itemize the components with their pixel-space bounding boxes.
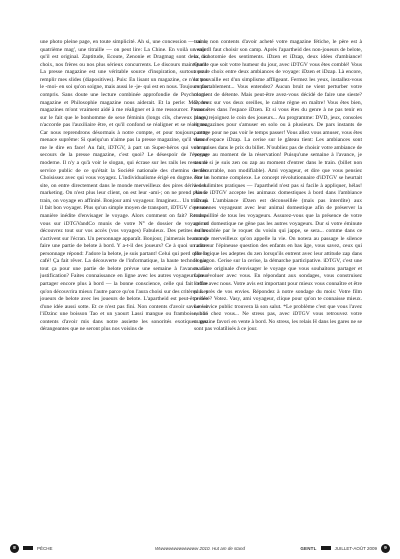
footer-right — [300, 544, 390, 553]
right-column-text: trains, non contents d'avoir acheté votre magazine fétiche, le père est à venir. Il faut choisir son camp. Après l'apartheid des non-joueurs de belote, la dichotomie des sentiments. iDzen et iDzap, deux idées d'ambiance! Quelle que soit votre humeur du jour, avec iDTGV vous êtes comblé! Vous avez le choix entre deux ambiances de voyage: iDzen et iDzap. Là encore, la trouvaille est d'un simplisme affligeant. Fermez les yeux, installez-vous confortablement... Vous entendez? Aucun bruit ne vient perturber votre moment de détente. Mais peut-être avez-vous décidé de faire une sieste? Dormez sur vos deux oreilles, le calme règne en maître! Vous êtes bien, vous êtes dans l'espace iDzen. Et si vous êtes du genre à ne pas tenir en place, rejoignez le coin des joueurs... Au programme: DVD, jeux, consoles et magazines pour s'amuser en solo ou à plusieurs. De pars instants de partage pour ne pas voir le temps passer! Vous allez vous amuser, vous êtes dans l'espace iDzap. La cerise sur le gâteau tient: Les ambiances sont comprises dans le prix du billet. N'oubliez pas de choisir votre ambiance de voyage au moment de la réservation! Puisqu'une semaine à l'avance, je saurai si je suis zen ou zap au moment d'entrer dans le train. (billet non rembourrable, non modifiable). Ami voyageur, et dire que vous pensiez être un homme complexe. Le concept révolutionnaire d'iDTGV se heurtait à des limites pratiques — l'apartheid n'est pas si facile à appliquer, hélas! Ainsi: iDTGV accepte les animaux domestiques à bord dans l'ambiance iDzap. L'ambiance iDzen est déconseillée (mais pas interdite) aux personnes voyageant avec leur animal domestique afin de préserver la tranquillité de tous les voyageurs. Assurez-vous que la présence de votre animal domestique ne gêne pas les autres voyageurs. Dur si votre éminute est troublée par le roquet du voisin qui jappe, se sera... comme dans ce monde merveilleux qu'on appelle la vie. On notera au passage le silence radio sur l'épineuse question des enfants en bas âge, vous savez, ceux qui par logique les adeptes du zen lorsqu'ils entrent avec leur attitude zap dans le wagon. Cerise sur la cerise, la démarche participative. iDTGV, c'est une manière originale d'envisager le voyage que vous souhaitons partager et faire évoluer avec vous. En répondant aux sondages, vous construisez l'offre avec nous. Votre avis est important pour mieux vous connaître et être plus près de vos envies. Répondez à notre sondage du mois: Votre film préféré? Votez. Vasy, ami voyageur, clique pour qu'on te connaisse mieux. Le service public trouvera là son salut. *Le problème c'est que vous l'avez oublié chez vous... Ne stress pas, avec iDTGV vous retrouvez votre magazine favori en vente à bord. No stress, les relais H dans les gares ne se sont pas volatilisés à ce jour. — [194, 39, 362, 333]
page-footer — [10, 543, 390, 553]
text-column-right — [194, 39, 362, 536]
left-column-text: une photo pleine page, en toute simplicité. Ah si, une concession — sur le quatrième mag', une titraille — on peut lire: La Chine. En voilà un sujet qu'il est original. Zaptitude, Ecoute, Zenonie et Dragmag sont deux, au choix, nos frères ou nos plus sérieux concurrents. Le discours maintenant: La presse magazine est une véritable source d'inspiration, surtout pour remplir mes slides (diapositives). Puis: En lisant un magazine, ce n'est pas le -moi- en soi qu'on soigne, mais aussi le -je- qui est en nous. Toujours pas compris. Sans doute une lecture combinée approfondie de Psychologie magazine et Philosophie magazine nous aiderait. Et la perle: Moi, les magazines m'ont vraiment aidé à me réaligner et à me ressourcer. Passons sur le fait que le bonhomme de sexe féminin (longs cils, cheveux longs) n'accorde pas l'auxiliaire être, et qu'il confond se réaligner et se réaligner. Car nous reprendrons désormais à notre compte, et pour toujours, cette menace suprême: Si quelqu'un n'aime pas la presse magazine, qu'il vienne me le dire en face! Au fait, iDTGV, à part un Super-héros qui vole au secours de la presse magazine, c'est quoi? Le désespoir de l'époque moderne. Il n'y a qu'à voir le slogan, qui écrase sur les rails les restes de service public de ce qu'était la Société nationale des chemins de fer: Choisissez avec qui vous voyagez. L'individualisme érigé en dogme. Sur le site, on entre directement dans le monde merveilleux des pires dérives du marketing. On n'est plus leur client, on est leur -ami-; on ne prend plus le train, on voyage en affinité. Bonjour ami voyageur. Imaginez... Un train où il fait bon voyager. Plus qu'un simple moyen de transport, iDTGV c'est une manière inédite d'envisager le voyage. Alors comment on fait? Rendez-vous sur iDTGVandCo munis de votre N° de dossier de voyage et découvrez tout sur vos accès (vos voyages) Fabuleux. Des petites bulles s'activent sur l'écran. Un personnage apparaît. Bonjour, j'aimerais beaucoup faire une partie de belote à bord. Y a-t-il des joueurs? Ce à quoi un autre personnage répond: J'adore la belote, je suis partant! Celui qui perd offre le café! Ça fait rêver. La découverte de l'informatique, la haute technologie: tout ça pour une partie de belote prévue une semaine à l'avance. La justification? Faites connaissance en ligne avec les autres voyageurs pour partager encore plus à bord — la bonne conscience, celle qui fait croire qu'on découvrira mieux l'autre parce qu'on l'aura choisi sur des critères. Les joueurs de belote avec les joueurs de belote. L'apartheid est peut-être née d'une idée aussi sotte. Et ce n'est pas fini. Non contents d'avoir savouré à l'iDzinc une boisson Tao et un yaourt Lassi mangue ou framboise, non contents d'avoir mis dans notre assiette les sonorités exotiques peu dérangeantes que ne seront plus nos voisins de — [40, 39, 208, 333]
text-column-left — [40, 39, 208, 536]
footer-bar-right — [321, 546, 331, 550]
footer-date: JUILLET-AOÛT 2009 — [334, 545, 377, 551]
footer-section-label: PÊCHE — [37, 545, 53, 551]
magazine-logo: GENTL — [300, 545, 317, 551]
page-number-left: 8 — [10, 544, 19, 553]
page-number-right: 9 — [381, 544, 390, 553]
footer-publication: Wwwwwwwwwwwww 2010. Hut am de stand — [154, 545, 246, 551]
